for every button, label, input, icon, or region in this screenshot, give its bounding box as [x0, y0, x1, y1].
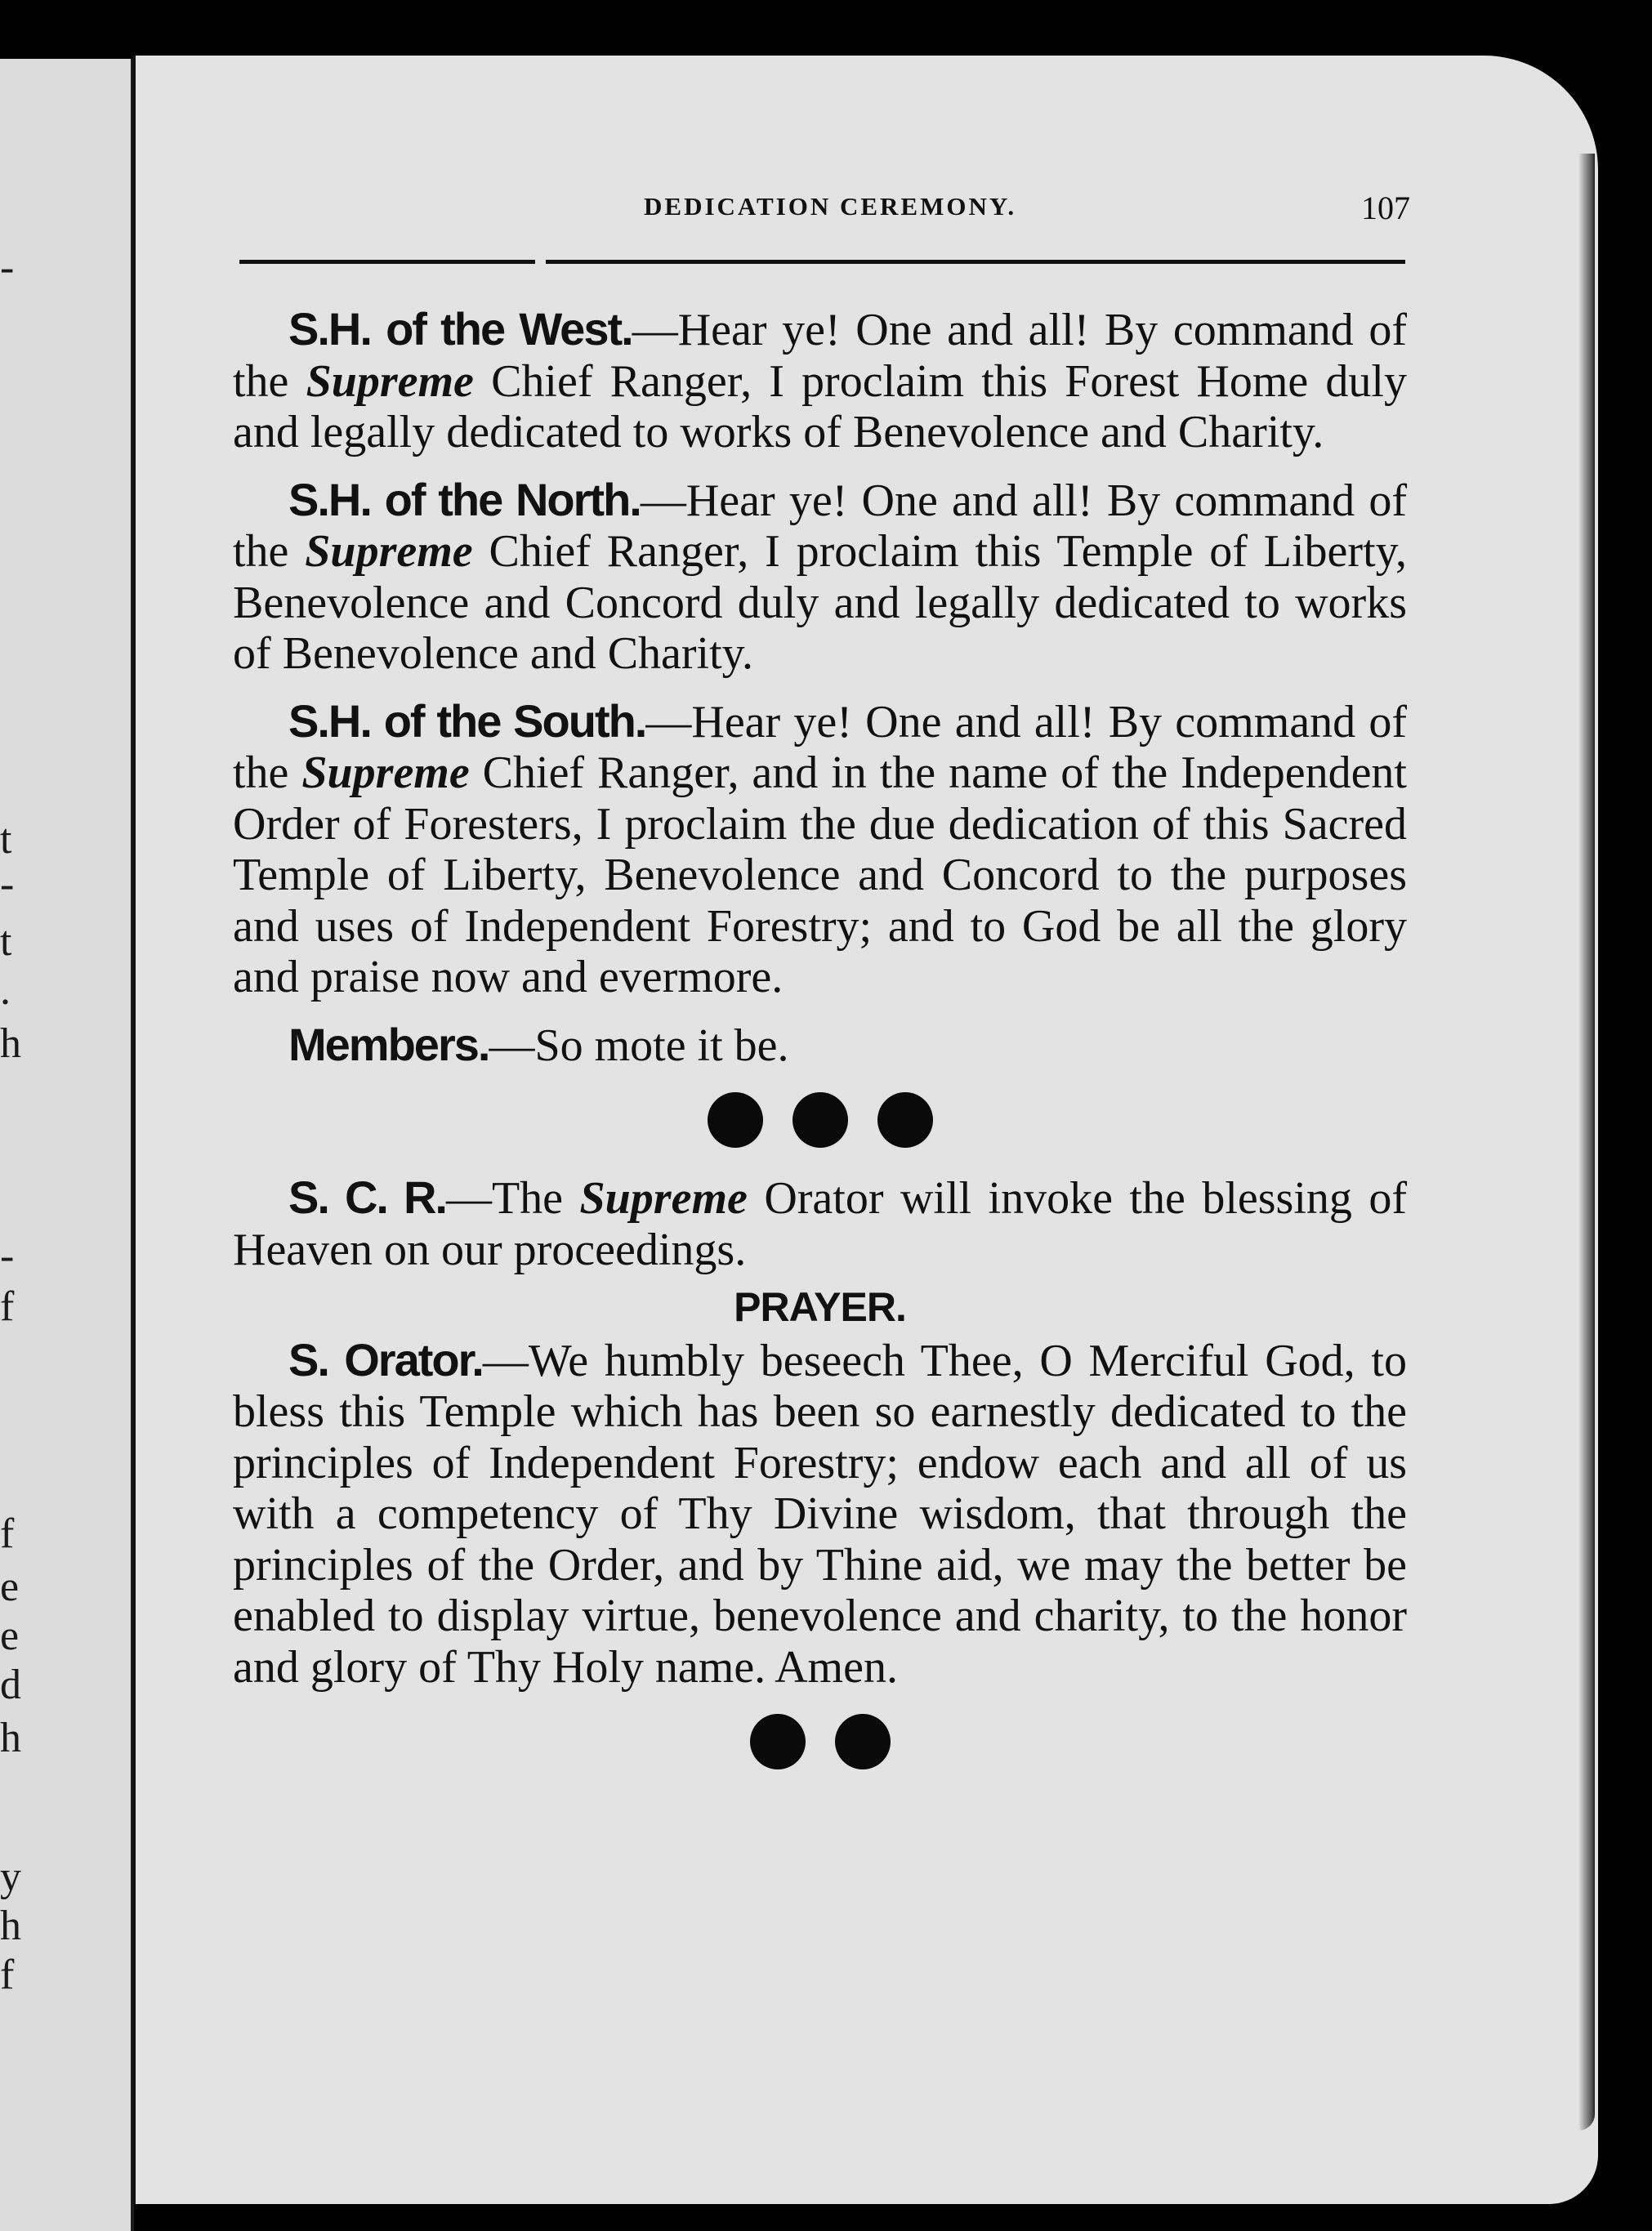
paragraph-west [233, 304, 1407, 458]
paragraph-text: —Hear ye! One and all! By command of the [233, 475, 1408, 577]
paragraph-text: Chief Ranger, I proclaim this Forest Home duly and legally dedicated to works of Benevolence and Charity. [233, 355, 1407, 457]
left-page-fragment: f [0, 1510, 15, 1557]
speaker-label: S.H. of the North. [288, 473, 641, 525]
left-page-fragment: y [0, 1854, 21, 1900]
paragraph-text: —Hear ye! One and all! By command of the [233, 305, 1408, 407]
speaker-label: Members. [288, 1018, 489, 1070]
speaker-label: S.H. of the South. [288, 694, 646, 747]
paragraph-text: Chief Ranger, and in the name of the Independent Order of Foresters, I proclaim the due dedication of this Sacred Temple of Liberty, Benevolence and Concord to the purposes and uses of Independent Forestry; and to God be all the glory and praise now and evermore. [233, 747, 1407, 1002]
left-page-fragment: - [0, 861, 15, 908]
page-number: 107 [1361, 190, 1410, 226]
paragraph-text: Orator will invoke the blessing of Heaven on our proceedings. [233, 1173, 1408, 1275]
page-edge-shadow [1578, 154, 1595, 2131]
dot-ornament [750, 1714, 806, 1769]
paragraph-text: —Hear ye! One and all! By command of the [233, 696, 1408, 798]
dot-ornament [835, 1714, 891, 1769]
left-page-fragment: h [0, 1715, 21, 1761]
left-page-fragment: h [0, 1020, 21, 1067]
paragraph-text: —We humbly beseech Thee, O Merciful God, to bless this Temple which has been so earnestly dedicated to the principles of Independent Forestry; endow each and all of us with a competency of Thy Divine wisdom, that through the principles of the Order, and by Thine aid, we may the better be enabled to display virtue, benevolence and charity, to the honor and glory of Thy Holy name. Amen. [233, 1335, 1407, 1693]
left-page-fragment: - [0, 1233, 15, 1279]
paragraph-text: —The [445, 1173, 580, 1224]
prayer-heading: PRAYER. [734, 1284, 906, 1330]
left-page-fragment: t [0, 816, 12, 863]
dot-ornament [877, 1092, 933, 1148]
dot-ornament [793, 1092, 848, 1148]
header-rule-left [239, 260, 535, 264]
paragraph-text: —So mote it be. [489, 1020, 789, 1071]
running-head-title: DEDICATION CEREMONY. [644, 192, 1017, 221]
left-page-fragment: t [0, 918, 12, 965]
left-page-fragment: - [0, 244, 15, 291]
emphasis-word: Supreme [301, 747, 470, 798]
left-page-fragment: h [0, 1903, 21, 1949]
paragraph-prayer [233, 1335, 1407, 1693]
left-page-fragment: e [0, 1613, 20, 1659]
dot-ornament [708, 1092, 763, 1148]
paragraph-north [233, 475, 1407, 680]
header-rule-right [546, 260, 1405, 264]
left-page-fragment: f [0, 1283, 15, 1330]
paragraph-text: Chief Ranger, I proclaim this Temple of Liberty, Benevolence and Concord duly and legally dedicated to works of Benevolence and Charity. [233, 526, 1407, 679]
left-page-fragment: e [0, 1564, 20, 1610]
emphasis-word: Supreme [306, 355, 474, 407]
paragraph-members [233, 1020, 1407, 1072]
speaker-label: S.H. of the West. [288, 303, 632, 355]
paragraph-south [233, 696, 1407, 1003]
speaker-label: S. C. R. [288, 1171, 446, 1223]
emphasis-word: Supreme [305, 526, 473, 577]
two-dots-ornament [233, 1714, 1407, 1769]
left-page-fragment: f [0, 1952, 15, 1998]
running-head [0, 192, 1652, 241]
paragraph-scr [233, 1172, 1407, 1275]
left-page-fragment: . [0, 967, 11, 1014]
speaker-label: S. Orator. [288, 1333, 483, 1385]
three-dots-ornament [233, 1092, 1407, 1148]
left-page-fragment: d [0, 1662, 21, 1708]
emphasis-word: Supreme [579, 1173, 748, 1224]
left-page-edge [0, 59, 134, 2231]
page-body [233, 304, 1407, 1794]
